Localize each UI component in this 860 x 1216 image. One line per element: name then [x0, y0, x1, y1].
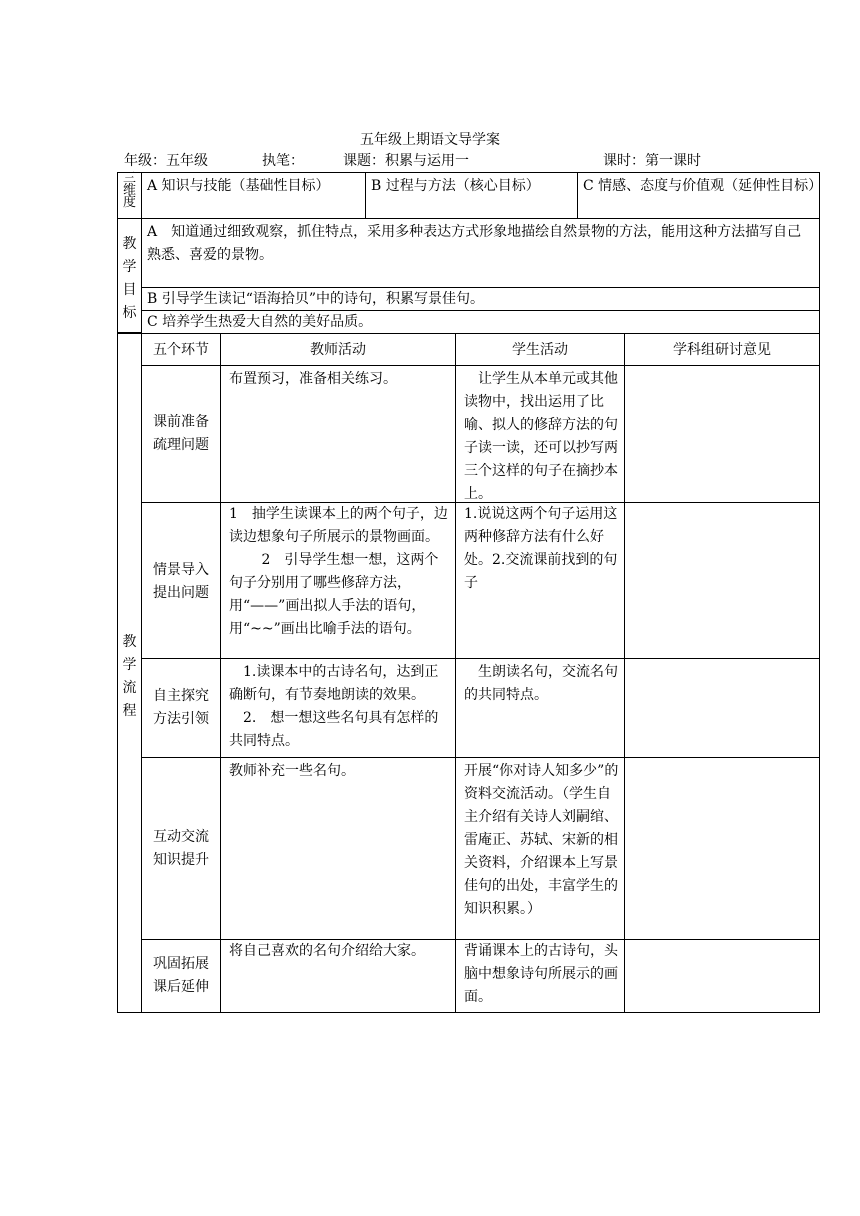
header-stage: 五个环节: [153, 342, 209, 358]
table-row-student: [455, 365, 625, 503]
stage-label: 自主探究方法引领: [153, 688, 209, 727]
dimension-a-text: A 知识与技能（基础性目标）: [147, 178, 330, 194]
table-row-teacher: [220, 502, 456, 659]
table-row-teacher: [220, 365, 456, 503]
stage-label: 情景导入提出问题: [153, 562, 209, 601]
grade-field: 年级：五年级: [124, 153, 208, 169]
student-activity: 1.说说这两个句子运用这两种修辞方法有什么好处。2.交流课前找到的句子: [464, 506, 618, 591]
header-stage-cell: [141, 333, 221, 366]
teaching-goals-label: 教 学 目 标: [122, 236, 137, 321]
topic-field: 课题：积累与运用一: [343, 153, 469, 169]
table-row-opinion: [624, 365, 820, 503]
table-row-teacher: [220, 757, 456, 940]
process-label-cell: [117, 333, 142, 1013]
goal-b-text: B 引导学生读记“语海拾贝”中的诗句，积累写景佳句。: [147, 291, 485, 307]
dimension-label: 三 维 度: [122, 171, 136, 210]
goal-b-cell: [141, 287, 820, 311]
dimension-b-text: B 过程与方法（核心目标）: [371, 178, 540, 194]
document-title: 五年级上期语文导学案: [360, 132, 500, 148]
teacher-activity: 1 抽学生读课本上的两个句子，边读边想象句子所展示的景物画面。 2 引导学生想一想，这两个句子分别用了哪些修辞方法，用“——”画出拟人手法的语句，用“~~”画出比喻手法的语句。: [229, 506, 448, 637]
dimension-label-cell: [117, 172, 142, 219]
student-activity: 开展“你对诗人知多少”的资料交流活动。（学生自主介绍有关诗人刘嗣绾、雷庵正、苏轼、宋新的相关资料，介绍课本上写景佳句的出处，丰富学生的知识积累。）: [464, 763, 619, 917]
goal-a-text: A 知道通过细致观察，抓住特点，采用多种表达方式形象地描绘自然景物的方法，能用这种方法描写自己熟悉、喜爱的景物。: [147, 224, 802, 263]
table-row-stage: [141, 502, 221, 659]
table-row-stage: [141, 939, 221, 1013]
stage-label: 巩固拓展课后延伸: [153, 956, 209, 995]
table-row-opinion: [624, 939, 820, 1013]
teaching-goals-label-cell: [117, 218, 142, 333]
table-row-opinion: [624, 658, 820, 758]
goal-c-cell: [141, 310, 820, 334]
student-activity: 让学生从本单元或其他读物中，找出运用了比喻、拟人的修辞方法的句子读一读，还可以抄写两三个这样的句子在摘抄本上。: [464, 371, 618, 502]
process-label: 教 学 流 程: [122, 634, 137, 719]
dimension-a-cell: [141, 172, 366, 219]
table-row-opinion: [624, 757, 820, 940]
table-row-stage: [141, 658, 221, 758]
table-row-opinion: [624, 502, 820, 659]
teacher-activity: 将自己喜欢的名句介绍给大家。: [229, 943, 425, 959]
stage-label: 互动交流知识提升: [153, 829, 209, 868]
table-row-stage: [141, 365, 221, 503]
stage-label: 课前准备疏理问题: [153, 414, 209, 453]
header-teacher: 教师活动: [310, 342, 366, 358]
table-row-student: [455, 502, 625, 659]
goal-a-cell: [141, 218, 820, 288]
dimension-c-text: C 情感、态度与价值观（延伸性目标）: [583, 178, 823, 194]
period-field: 课时：第一课时: [603, 153, 701, 169]
header-teacher-cell: [220, 333, 456, 366]
table-row-student: [455, 757, 625, 940]
table-row-teacher: [220, 939, 456, 1013]
dimension-b-cell: [365, 172, 578, 219]
student-activity: 背诵课本上的古诗句，头脑中想象诗句所展示的画面。: [464, 943, 618, 1005]
teacher-activity: 布置预习，准备相关练习。: [229, 371, 397, 387]
dimension-c-cell: [577, 172, 823, 219]
header-student-cell: [455, 333, 625, 366]
writer-field: 执笔：: [262, 153, 304, 169]
student-activity: 生朗读名句，交流名句的共同特点。: [464, 664, 618, 703]
teacher-activity: 教师补充一些名句。: [229, 763, 355, 779]
header-opinion: 学科组研讨意见: [673, 342, 771, 358]
teacher-activity: 1.读课本中的古诗名句，达到正确断句，有节奏地朗读的效果。 2. 想一想这些名句具有怎样的共同特点。: [229, 664, 439, 749]
header-opinion-cell: [624, 333, 820, 366]
table-row-student: [455, 658, 625, 758]
table-row-student: [455, 939, 625, 1013]
table-row-stage: [141, 757, 221, 940]
table-row-teacher: [220, 658, 456, 758]
header-student: 学生活动: [512, 342, 568, 358]
goal-c-text: C 培养学生热爱大自然的美好品质。: [147, 314, 373, 330]
